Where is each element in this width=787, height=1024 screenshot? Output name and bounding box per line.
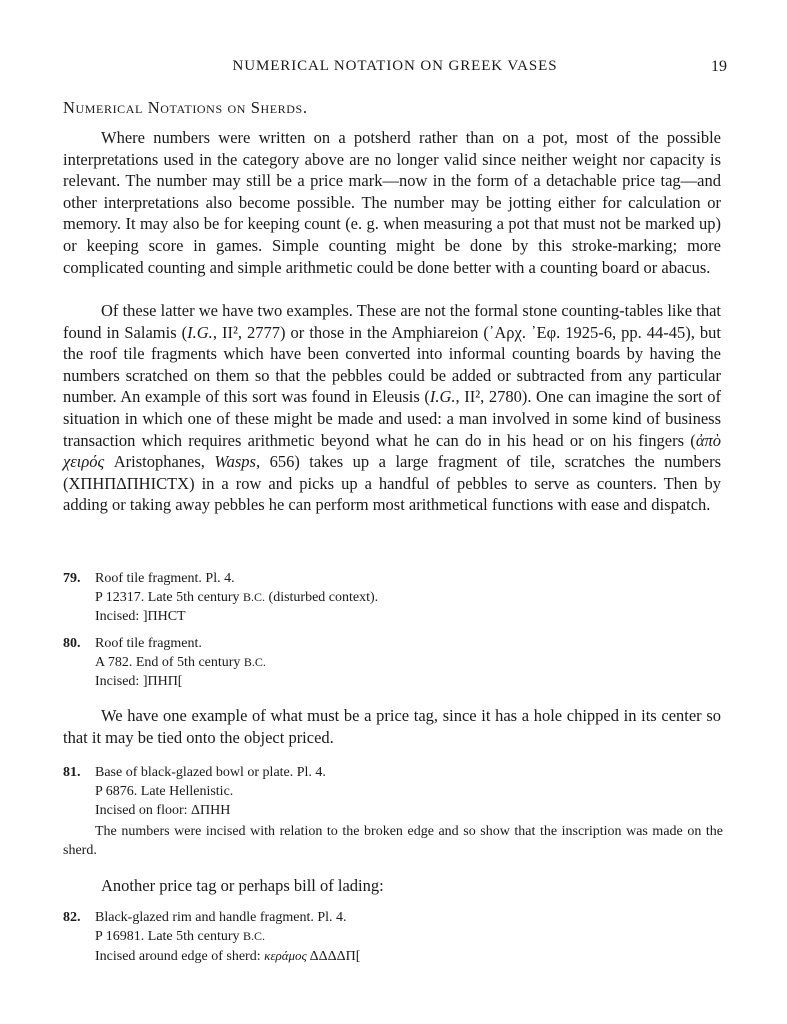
entry-description: Roof tile fragment. bbox=[95, 636, 202, 651]
entry-description: Black-glazed rim and handle fragment. Pl. 4. bbox=[95, 910, 347, 925]
entry-inventory: P 6876. Late Hellenistic. bbox=[95, 784, 234, 799]
entry-number: 81. bbox=[63, 765, 81, 780]
entry-inscription: Incised on floor: ΔΠΗΗ bbox=[95, 803, 231, 818]
paragraph-bill-of-lading: Another price tag or perhaps bill of lading: bbox=[101, 876, 384, 895]
catalog-entry-80 bbox=[63, 634, 723, 691]
section-heading: Numerical Notations on Sherds. bbox=[63, 98, 308, 117]
entry-number: 80. bbox=[63, 636, 81, 651]
entry-number: 82. bbox=[63, 910, 81, 925]
page-number: 19 bbox=[711, 58, 727, 75]
running-head bbox=[63, 58, 727, 80]
catalog-entry-79 bbox=[63, 569, 723, 626]
entry-note: The numbers were incised with relation to the broken edge and so show that the inscription was made on the sherd. bbox=[63, 824, 723, 858]
entry-number: 79. bbox=[63, 571, 81, 586]
running-title: NUMERICAL NOTATION ON GREEK VASES bbox=[232, 58, 558, 74]
paragraph-price-tag: We have one example of what must be a price tag, since it has a hole chipped in its center so that it may be tied onto the object priced. bbox=[63, 706, 721, 747]
entry-description: Base of black-glazed bowl or plate. Pl. 4. bbox=[95, 765, 326, 780]
entry-inventory: P 12317. Late 5th century B.C. (disturbed context). bbox=[95, 590, 379, 605]
entry-inscription: Incised: ]ΠΗϹΤ bbox=[95, 609, 186, 624]
entry-inventory: P 16981. Late 5th century B.C. bbox=[95, 929, 266, 944]
entry-inscription: Incised around edge of sherd: κεράμος ΔΔΔΔΠ[ bbox=[95, 948, 361, 964]
book-page bbox=[63, 0, 727, 1024]
paragraph-counting-boards: Of these latter we have two examples. These are not the formal stone counting-tables like that found in Salamis (I.G., II², 2777) or those in the Amphiareion (᾿Αρχ. ᾿Εφ. 1925-6, pp. 44-45), but the roof tile fragments which have been converted into informal counting boards by having the numbers scratched on them so that the pebbles could be added or subtracted from any particular number. An example of this sort was found in Eleusis (I.G., II², 2780). One can imagine the sort of situation in which one of these might be made and used: a man involved in some kind of business transaction which requires arithmetic beyond what he can do in his head or on his fingers (ἀπὸ χειρός Aristophanes, Wasps, 656) takes up a large fragment of tile, scratches the numbers (ΧΠΗΠΔΠΗΙϹΤΧ) in a row and picks up a handful of pebbles to serve as counters. Then by adding or taking away pebbles he can perform most arithmetical functions with ease and dispatch. bbox=[63, 301, 721, 515]
entry-inventory: A 782. End of 5th century B.C. bbox=[95, 655, 266, 670]
catalog-entry-81 bbox=[63, 763, 723, 860]
catalog-entry-82 bbox=[63, 908, 723, 966]
paragraph-sherd-interpretations: Where numbers were written on a potsherd rather than on a pot, most of the possible interpretations used in the category above are no longer valid since neither weight nor capacity is relevant. The number may still be a price mark—now in the form of a detachable price tag—and other interpretations also become possible. The number may be jotting either for calculation or memory. It may also be for keeping count (e. g. when measuring a pot that must not be marked up) or keeping score in games. Simple counting might be done by this stroke-marking; more complicated counting and simple arithmetic could be done better with a counting board or abacus. bbox=[63, 128, 721, 277]
entry-inscription: Incised: ]ΠΗΠ[ bbox=[95, 674, 183, 689]
entry-description: Roof tile fragment. Pl. 4. bbox=[95, 571, 235, 586]
